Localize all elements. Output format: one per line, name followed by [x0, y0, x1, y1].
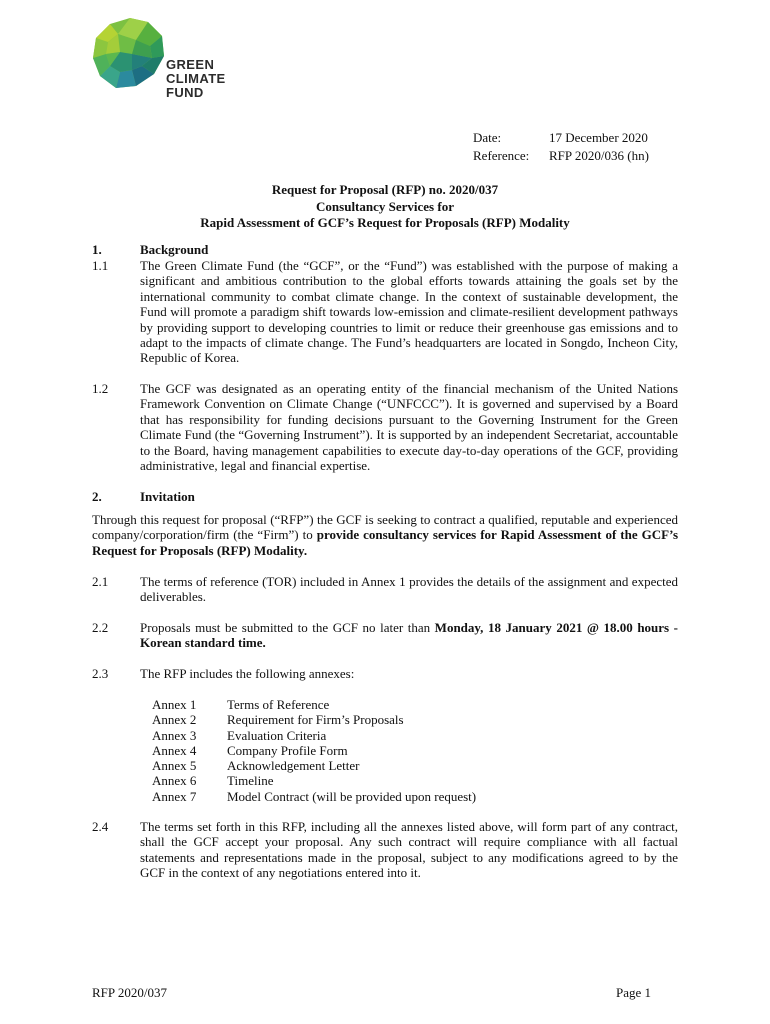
paragraph-2-2-number: 2.2 [92, 620, 109, 635]
annex-row [152, 773, 476, 788]
annex-row [152, 712, 476, 727]
document-meta [473, 130, 649, 165]
annex-row [152, 728, 476, 743]
date-label: Date: [473, 130, 502, 145]
annex-title: Model Contract (will be provided upon request) [227, 788, 477, 804]
section-1-number: 1. [92, 242, 102, 257]
paragraph-2-4-number: 2.4 [92, 819, 109, 834]
annex-row [152, 758, 476, 773]
paragraph-1-1-number: 1.1 [92, 258, 109, 273]
annex-code: Annex 7 [152, 788, 197, 804]
paragraph-2-1-number: 2.1 [92, 574, 109, 589]
paragraph-2-1-text: The terms of reference (TOR) included in Annex 1 provides the details of the assignment and expected deliverables. [140, 574, 678, 605]
paragraph-2-4-text: The terms set forth in this RFP, including all the annexes listed above, will form part of any contract, shall the GCF accept your proposal. Any such contract will require compliance with all factual statements and representations made in the proposal, subject to any modifications agreed to by the GCF in the context of any negotiations entered into it. [140, 819, 678, 881]
section-2-title: Invitation [140, 489, 195, 504]
deadline-bold-text: Monday, 18 January 2021 @ 18.00 hours - Korean standard time. [140, 620, 678, 651]
invitation-paragraph [92, 512, 678, 558]
section-1-heading [92, 242, 678, 258]
paragraph-2-3-text: The RFP includes the following annexes: [140, 666, 355, 681]
logo-line-climate: CLIMATE [166, 71, 226, 86]
footer-page-number: Page 1 [615, 985, 651, 1000]
annex-code: Annex 3 [152, 727, 197, 743]
paragraph-1-1-text: The Green Climate Fund (the “GCF”, or the “Fund”) was established with the purpose of making a significant and ambitious contribution to the global efforts towards attaining the goals set by the international community to combat climate change. In the context of sustainable development, the Fund will promote a paradigm shift towards low-emission and climate-resilient development pathways by providing support to developing countries to limit or reduce their greenhouse gas emissions and to adapt to the impacts of climate change. The Fund’s headquarters are located in Songdo, Incheon City, Republic of Korea. [140, 258, 678, 366]
annex-row [152, 697, 476, 712]
deadline-lead-text: Proposals must be submitted to the GCF no later than [140, 620, 435, 635]
title-line-3: Rapid Assessment of GCF’s Request for Proposals (RFP) Modality [200, 215, 570, 230]
annex-row [152, 743, 476, 758]
annex-title: Company Profile Form [227, 742, 348, 758]
annex-title: Requirement for Firm’s Proposals [227, 712, 404, 728]
annex-title: Timeline [227, 773, 274, 789]
logo-line-green: GREEN [166, 57, 215, 72]
annex-list [152, 697, 476, 804]
title-line-1: Request for Proposal (RFP) no. 2020/037 [271, 182, 499, 197]
annex-code: Annex 6 [152, 773, 197, 789]
date-row [473, 130, 649, 148]
annex-title: Evaluation Criteria [227, 727, 327, 743]
annex-code: Annex 5 [152, 758, 197, 774]
annex-code: Annex 4 [152, 742, 197, 758]
paragraph-1-2-number: 1.2 [92, 381, 109, 396]
paragraph-2-2-text [140, 620, 678, 651]
invitation-text: Through this request for proposal (“RFP”) the GCF is seeking to contract a qualified, reputable and experienced company/corporation/firm (the “Firm”) to [92, 512, 678, 543]
section-1-title: Background [140, 242, 209, 257]
footer-reference: RFP 2020/037 [92, 985, 168, 1000]
reference-label: Reference: [473, 147, 530, 163]
paragraph-1-2-text: The GCF was designated as an operating entity of the financial mechanism of the United Nations Framework Convention on Climate Change (“UNFCCC”). It is governed and supervised by a Board that has responsibility for funding decisions pursuant to the Governing Instrument for the Green Climate Fund (the “Governing Instrument”). It is supported by an independent Secretariat, accountable to the Board, having management capabilities to execute day-to-day operations of the GCF, providing administrative, legal and financial expertise. [140, 381, 678, 474]
reference-row [473, 148, 649, 166]
reference-value: RFP 2020/036 (hn) [549, 147, 649, 163]
annex-code: Annex 2 [152, 712, 197, 728]
invitation-bold-text: provide consultancy services for Rapid Assessment of the GCF’s Request for Proposals (RFP) Modality. [92, 527, 678, 558]
section-2-heading [92, 489, 678, 505]
annex-row [152, 789, 476, 804]
date-value: 17 December 2020 [549, 130, 648, 145]
section-2-number: 2. [92, 489, 102, 504]
annex-title: Terms of Reference [227, 697, 330, 712]
title-line-2: Consultancy Services for [316, 198, 454, 214]
logo-line-fund: FUND [166, 85, 204, 100]
annex-title: Acknowledgement Letter [227, 758, 360, 774]
annex-code: Annex 1 [152, 697, 197, 712]
paragraph-2-3-number: 2.3 [92, 666, 109, 681]
document-title [92, 182, 678, 232]
logo-wordmark [166, 58, 226, 100]
